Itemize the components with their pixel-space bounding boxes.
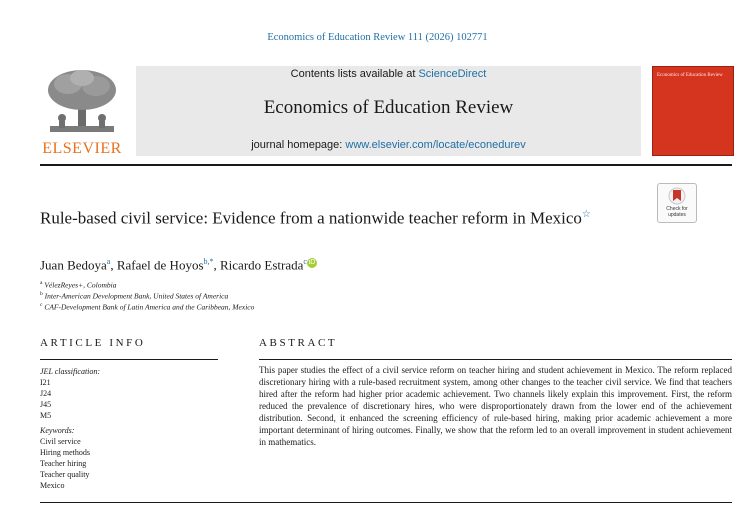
author-list: [40, 257, 317, 273]
bookmark-icon: [658, 184, 696, 206]
affiliation-a: [40, 280, 116, 290]
header-divider: [40, 164, 732, 166]
abstract-text: This paper studies the effect of a civil service reform on teacher hiring and student achievement in Mexico. The reform replaced discretionary hiring with a rule-based recruitment system, among other changes to the teacher civil service. We find that teachers hired after the reform had higher prior academic achievement. Two channels likely explain this improvement. First, the reform reduced the prevalence of discretionary hires, who were disproportionately drawn from the lower end of the achievement distribution. Second, it enhanced the screening efficiency of rule-based hiring, making prior academic achievement a more important determinant of hiring outcomes. Finally, we show that the reform led to an overall improvement in student achievement in mathematics.: [259, 365, 732, 447]
sciencedirect-link[interactable]: ScienceDirect: [418, 68, 487, 80]
journal-title: Economics of Education Review: [263, 97, 514, 118]
cover-title: Economics of Education Review: [657, 73, 723, 78]
affiliation-b: [40, 291, 228, 301]
keyword: Hiring methods: [40, 448, 90, 457]
article-info: [40, 366, 100, 491]
affiliation-key: b: [40, 291, 43, 297]
jel-code: J45: [40, 400, 52, 409]
jel-code: J24: [40, 389, 52, 398]
affiliation-text: CAF-Development Bank of Latin America and the Caribbean, Mexico: [44, 302, 255, 312]
homepage-prefix: journal homepage:: [251, 139, 346, 151]
article-title-text: Rule-based civil service: Evidence from a nationwide teacher reform in Mexico: [40, 208, 582, 228]
abstract-divider: [259, 359, 732, 360]
affiliation-c: [40, 302, 254, 312]
elsevier-tree-icon: [40, 66, 124, 138]
title-footnote-star-icon[interactable]: ☆: [581, 209, 591, 220]
author-affiliation-marker[interactable]: a: [106, 257, 111, 266]
author-name[interactable]: Ricardo Estrada: [220, 257, 304, 273]
article-info-divider: [40, 359, 218, 360]
affiliation-text: Inter-American Development Bank, United States of America: [44, 291, 229, 301]
keyword: Teacher quality: [40, 470, 90, 479]
contents-line: [136, 68, 641, 80]
jel-code: M5: [40, 411, 52, 420]
keywords-label: Keywords:: [40, 426, 75, 435]
keyword: Civil service: [40, 437, 81, 446]
author-affiliation-marker[interactable]: b,*: [203, 257, 214, 266]
contents-prefix: Contents lists available at: [290, 68, 419, 80]
homepage-line: [136, 139, 641, 151]
author-separator: ,: [213, 257, 217, 273]
author-affiliation-marker[interactable]: c: [303, 257, 307, 266]
article-title: [40, 204, 640, 230]
elsevier-wordmark: ELSEVIER: [42, 140, 122, 157]
journal-citation[interactable]: Economics of Education Review 111 (2026) 102771: [267, 32, 488, 43]
affiliation-key: c: [40, 302, 43, 308]
check-for-updates-label: Check for updates: [666, 206, 688, 218]
author-separator: ,: [110, 257, 114, 273]
journal-header: [136, 66, 641, 156]
elsevier-logo[interactable]: [40, 66, 124, 158]
author-name[interactable]: Rafael de Hoyos: [116, 257, 204, 273]
journal-cover[interactable]: [652, 66, 734, 156]
affiliation-key: a: [40, 280, 43, 286]
bottom-divider: [40, 502, 732, 503]
check-for-updates-button[interactable]: [657, 183, 697, 223]
keyword: Mexico: [40, 481, 65, 490]
abstract-heading: ABSTRACT: [259, 337, 338, 349]
journal-homepage-link[interactable]: www.elsevier.com/locate/econedurev: [345, 139, 526, 151]
orcid-icon[interactable]: iD: [308, 259, 316, 266]
jel-label: JEL classification:: [40, 367, 101, 376]
jel-code: I21: [40, 378, 51, 387]
article-info-heading: ARTICLE INFO: [40, 337, 146, 349]
author-name[interactable]: Juan Bedoya: [40, 257, 107, 273]
keyword: Teacher hiring: [40, 459, 87, 468]
affiliation-text: VélezReyes+, Colombia: [44, 280, 117, 290]
